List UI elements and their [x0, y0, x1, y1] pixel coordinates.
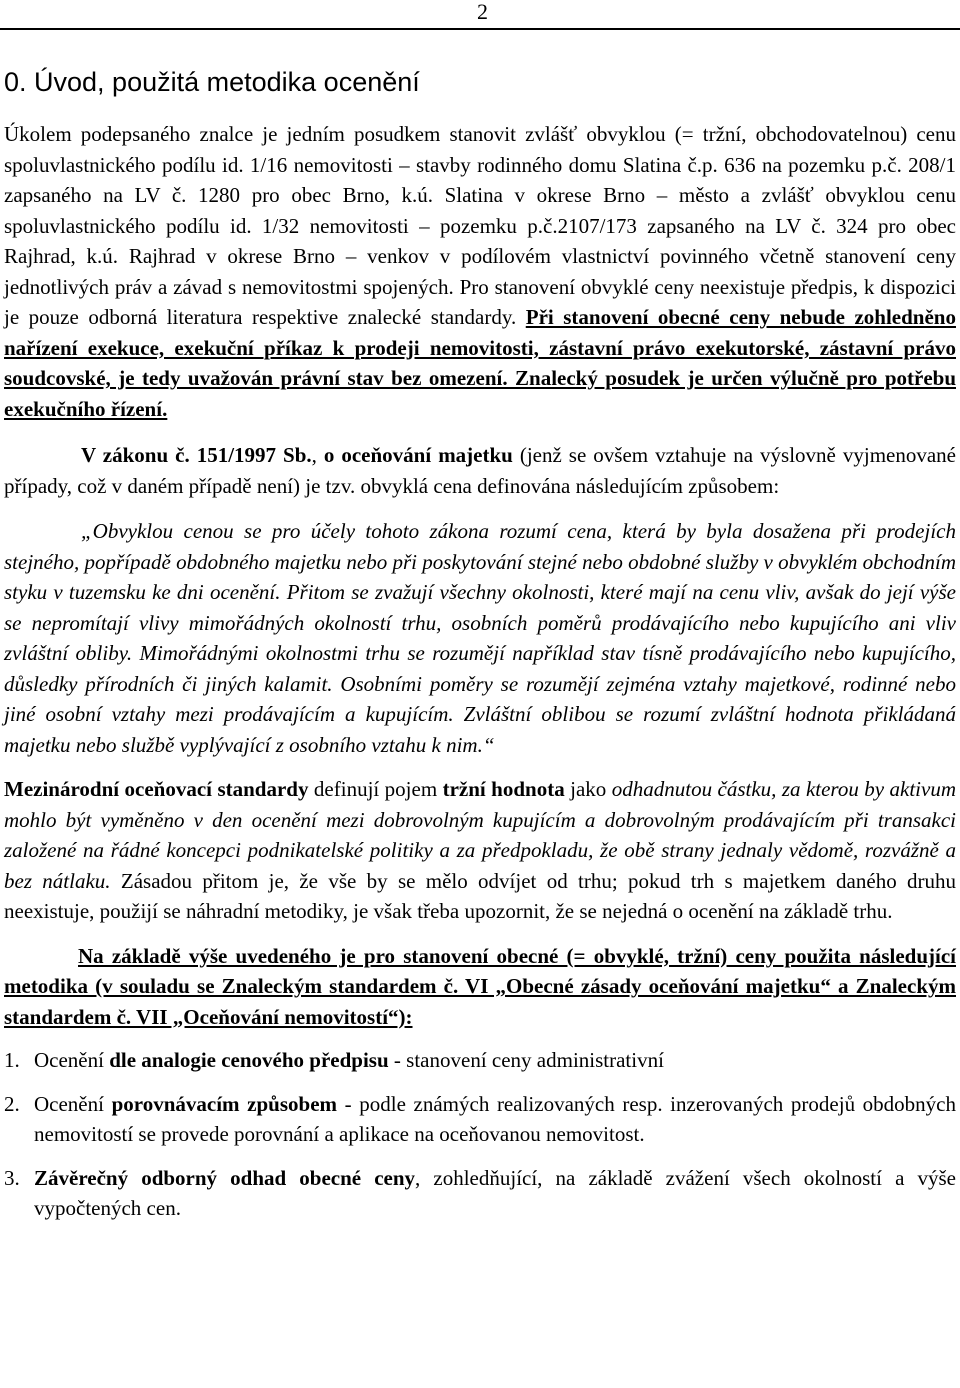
paragraph-standards	[4, 774, 956, 927]
paragraph-quote: „Obvyklou cenou se pro účely tohoto zákona rozumí cena, která by byla dosažena při prodejích stejného, popřípadě obdobného majetku nebo při poskytování stejné nebo obdobné služby v obvyklém obchodním styku v tuzemsku ke dni ocenění. Přitom se zvažují všechny okolnosti, které mají na cenu vliv, avšak do její výše se nepromítají vlivy mimořádných okolností trhu, osobních poměrů prodávajícího nebo kupujícího ani vliv zvláštní obliby. Mimořádnými okolnostmi trhu se rozumějí například stav tísně prodávajícího nebo kupujícího, důsledky přírodních či jiných kalamit. Osobními poměry se rozumějí zejména vztahy majetkové, rodinné nebo jiné osobní vztahy mezi prodávajícím a kupujícím. Zvláštní oblibou se rozumí zvláštní hodnota přikládaná majetku nebo službě vyplývající z osobního vztahu k nim.“	[4, 519, 956, 757]
paragraph-law	[4, 440, 956, 501]
list-item	[4, 1045, 956, 1076]
list-bold: Závěrečný odborný odhad obecné ceny	[34, 1165, 416, 1190]
task-text: Úkolem podepsaného znalce je jedním posudkem stanovit zvlášť obvyklou (= tržní, obchodovatelnou) cenu spoluvlastnického podílu id. 1/16 nemovitosti – stavby rodinného domu Slatina č.p. 636 na pozemku p.č. 208/1 zapsaného na LV č. 1280 pro obec Brno, k.ú. Slatina v okrese Brno – město a zvlášť obvyklou cenu spoluvlastnického podílu id. 1/32 nemovitosti – pozemku p.č.2107/173 zapsaného na LV č. 324 pro obec Rajhrad, k.ú. Rajhrad v okrese Brno – venkov v podílovém vlastnictví povinného včetně stanovení ceny jednotlivých práv a závad s nemovitostmi spojených. Pro stanovení obvyklé ceny neexistuje předpis, k dispozici je pouze odborná literatura respektive znalecké standardy.	[4, 122, 956, 329]
paragraph-task	[4, 119, 956, 424]
market-value-term: tržní hodnota	[442, 777, 565, 801]
standards-definition: odhadnutou částku, za kterou by aktivum mohlo být vyměněno v den ocenění mezi dobrovolným kupujícím a dobrovolným prodávajícím při transakci založené na řádné koncepci podnikatelské politiky a za předpokladu, že obě strany jednaly vědomě, rozvážně a bez nátlaku.	[4, 777, 956, 893]
paragraph-methodology: Na základě výše uvedeného je pro stanovení obecné (= obvyklé, tržní) ceny použita následující metodika (v souladu se Znaleckým standardem č. VI „Obecné zásady oceňování majetku“ a Znaleckým standardem č. VII „Oceňování nemovitostí“):	[4, 943, 956, 1029]
law-sep: ,	[311, 443, 324, 467]
law-title: o oceňování majetku	[323, 443, 513, 467]
list-item	[4, 1163, 956, 1224]
standards-t1: definují pojem	[308, 777, 443, 801]
methodology-list	[4, 1045, 956, 1224]
law-reference: V zákonu č. 151/1997 Sb.	[81, 443, 312, 467]
law-text: (jenž se ovšem vztahuje na výslovně vyjmenované případy, což v daném případě není) je tzv. obvyklá cena definována následujícím způsobem:	[4, 443, 956, 498]
list-number: 2.	[4, 1091, 20, 1116]
list-pre: Ocenění	[34, 1091, 112, 1116]
list-number: 1.	[4, 1048, 20, 1072]
task-emphasis: Při stanovení obecné ceny nebude zohledněno nařízení exekuce, exekuční příkaz k prodeji nemovitosti, zástavní právo exekutorské, zástavní právo soudcovské, je tedy uvažován právní stav bez omezení. Znalecký posudek je určen výlučně pro potřebu exekučního řízení.	[4, 305, 956, 421]
list-pre: Ocenění	[34, 1048, 110, 1072]
standards-t2: jako	[564, 777, 612, 801]
standards-t3: Zásadou přitom je, že vše by se mělo odvíjet od trhu; pokud trh s majetkem daného druhu neexistuje, použijí se náhradní metodiky, je však třeba upozornit, že se nejedná o ocenění na základě trhu.	[4, 868, 957, 923]
list-post: , zohledňující, na základě zvážení všech okolností a výše vypočtených cen.	[34, 1165, 956, 1220]
list-item	[4, 1089, 956, 1150]
header-rule	[0, 28, 960, 30]
document-body	[4, 119, 956, 1237]
list-number: 3.	[4, 1165, 20, 1190]
list-bold: dle analogie cenového předpisu	[109, 1048, 389, 1072]
section-heading: 0. Úvod, použitá metodika ocenění	[4, 67, 420, 97]
list-post: - podle známých realizovaných resp. inzerovaných prodejů obdobných nemovitostí se provede porovnání a aplikace na oceňovanou nemovitost.	[34, 1091, 957, 1146]
standards-term: Mezinárodní oceňovací standardy	[4, 777, 309, 801]
page-number: 2	[477, 0, 488, 24]
list-post: - stanovení ceny administrativní	[388, 1048, 664, 1072]
list-bold: porovnávacím způsobem	[111, 1091, 338, 1116]
